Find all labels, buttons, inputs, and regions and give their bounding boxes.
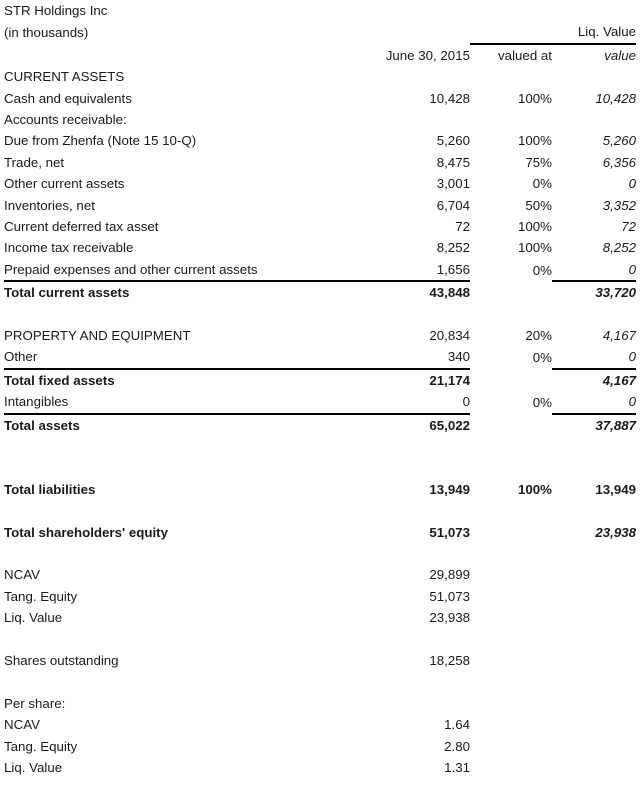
empty-cell [470,736,552,757]
empty-cell [470,543,552,564]
total-row [4,369,636,391]
empty-cell [322,629,470,650]
row-pct: 100% [517,90,552,106]
row-label: Prepaid expenses and other current assets [4,261,258,277]
empty-cell [552,0,636,21]
empty-cell [552,458,636,479]
empty-cell [552,436,636,457]
row-amount: 43,848 [322,281,470,303]
units-label: (in thousands) [4,25,89,41]
row-label: Trade, net [4,154,65,170]
row-pct: 20% [525,328,552,344]
empty-cell [470,629,552,650]
row-value: 10,428 [595,90,636,106]
row-value: 8,252 [602,240,636,256]
row-pct [470,414,552,436]
empty-cell [322,500,470,521]
empty-cell [322,109,470,130]
empty-cell [470,607,552,628]
row-pct [470,281,552,303]
row-amount: 8,252 [436,240,470,256]
empty-cell [470,650,552,671]
row-value: 0 [628,349,636,365]
empty-cell [322,66,470,87]
spacer-row [4,500,636,521]
empty-cell [552,672,636,693]
empty-cell [4,304,322,325]
empty-cell [552,693,636,714]
empty-cell [470,66,552,87]
table-row [4,88,636,109]
table-row [4,586,636,607]
empty-cell [470,436,552,457]
row-amount: 3,001 [436,176,470,192]
empty-cell [552,586,636,607]
empty-cell [470,458,552,479]
liq-value-group-header: Liq. Value [470,21,636,43]
table-row [4,714,636,735]
row-amount: 72 [455,219,470,235]
row-amount: 5,260 [436,133,470,149]
total-row [4,522,636,543]
row-pct: 100% [517,133,552,149]
table-row [4,564,636,585]
row-amount: 51,073 [429,524,470,540]
row-value: 72 [621,219,636,235]
empty-cell [322,458,470,479]
table-row [4,259,636,281]
row-label: Other [4,349,38,365]
row-label: Liq. Value [4,610,63,626]
value-header: value [604,47,636,63]
row-value: 33,720 [552,281,636,303]
empty-cell [322,21,470,43]
row-value: 4,167 [602,328,636,344]
row-label: Due from Zhenfa (Note 15 10-Q) [4,133,197,149]
row-amount: 0 [462,394,470,410]
row-amount: 340 [447,349,470,365]
row-label: Tang. Equity [4,588,78,604]
empty-cell [322,543,470,564]
valued-at-header: valued at [498,47,552,63]
empty-cell [470,304,552,325]
row-amount: 13,949 [429,481,470,497]
row-value: 4,167 [552,369,636,391]
empty-cell [322,304,470,325]
empty-cell [322,693,470,714]
empty-cell [322,0,470,21]
row-pct: 100% [517,240,552,256]
total-row [4,281,636,303]
row-label: Inventories, net [4,197,95,213]
row-amount: 21,174 [322,369,470,391]
row-label: PROPERTY AND EQUIPMENT [4,328,191,344]
row-value: 0 [628,176,636,192]
row-label: Total liabilities [4,481,96,497]
row-amount: 1.31 [444,760,470,776]
row-amount: 65,022 [322,414,470,436]
empty-cell [552,607,636,628]
row-amount: 6,704 [436,197,470,213]
row-amount: 23,938 [429,610,470,626]
accounts-receivable-subheader-row [4,109,636,130]
empty-cell [4,629,322,650]
column-header-row [4,44,636,66]
empty-cell [4,500,322,521]
table-row [4,237,636,258]
table-row [4,325,636,346]
empty-cell [552,629,636,650]
row-label: Other current assets [4,176,125,192]
row-pct: 0% [532,176,552,192]
table-row [4,650,636,671]
row-label: NCAV [4,717,40,733]
current-assets-section-title-row [4,66,636,87]
row-label: NCAV [4,567,40,583]
spacer-row [4,304,636,325]
row-value: 0 [628,261,636,277]
row-pct: 75% [525,154,552,170]
row-pct: 0% [532,395,552,411]
table-row [4,152,636,173]
row-amount: 29,899 [429,567,470,583]
spacer-row [4,629,636,650]
company-name: STR Holdings Inc [4,3,108,18]
row-label: Income tax receivable [4,240,134,256]
row-label: Total assets [4,414,322,436]
accounts-receivable-title: Accounts receivable: [4,112,127,128]
row-amount: 10,428 [429,90,470,106]
empty-cell [470,714,552,735]
empty-cell [470,564,552,585]
empty-cell [552,543,636,564]
empty-cell [470,757,552,778]
per-share-title: Per share: [4,695,66,711]
total-row [4,479,636,500]
table-row [4,173,636,194]
table-row [4,607,636,628]
empty-cell [4,672,322,693]
empty-cell [470,500,552,521]
row-label: Tang. Equity [4,738,78,754]
period-header: June 30, 2015 [385,47,470,63]
empty-cell [552,757,636,778]
table-row [4,346,636,368]
financial-table [4,0,636,779]
empty-cell [470,672,552,693]
empty-cell [552,304,636,325]
row-amount: 51,073 [429,588,470,604]
row-label: Current deferred tax asset [4,219,159,235]
row-pct: 0% [532,262,552,278]
row-amount: 1,656 [436,261,470,277]
empty-cell [4,458,322,479]
row-label: Total shareholders' equity [4,524,168,540]
row-value: 13,949 [595,481,636,497]
empty-cell [552,736,636,757]
table-row [4,195,636,216]
row-value: 0 [628,394,636,410]
empty-cell [4,543,322,564]
per-share-section-title-row [4,693,636,714]
row-pct [470,369,552,391]
spacer-row [4,543,636,564]
spacer-row [4,672,636,693]
row-amount: 20,834 [429,328,470,344]
table-row [4,757,636,778]
empty-cell [552,500,636,521]
table-row [4,216,636,237]
table-row [4,391,636,413]
empty-cell [470,586,552,607]
row-pct [470,522,552,543]
company-name-row [4,0,636,21]
row-amount: 18,258 [429,653,470,669]
row-amount: 8,475 [436,154,470,170]
empty-cell [552,66,636,87]
spacer-row [4,436,636,457]
total-row [4,414,636,436]
row-label: Shares outstanding [4,653,119,669]
empty-cell [552,109,636,130]
row-label: Total current assets [4,281,322,303]
empty-cell [470,109,552,130]
empty-cell [322,672,470,693]
row-value: 5,260 [602,133,636,149]
row-amount: 1.64 [444,717,470,733]
row-label: Liq. Value [4,760,63,776]
empty-cell [470,0,552,21]
row-pct: 100% [517,219,552,235]
empty-cell [552,714,636,735]
table-row [4,736,636,757]
table-row [4,130,636,151]
row-label: Cash and equivalents [4,90,132,106]
row-value: 23,938 [595,524,636,540]
empty-cell [4,44,322,66]
row-value: 3,352 [602,197,636,213]
row-pct: 0% [532,350,552,366]
empty-cell [552,650,636,671]
units-and-group-header-row [4,21,636,43]
row-label: Intangibles [4,394,69,410]
empty-cell [552,564,636,585]
row-value: 37,887 [552,414,636,436]
row-pct: 50% [525,197,552,213]
row-value: 6,356 [602,154,636,170]
empty-cell [322,436,470,457]
row-pct: 100% [517,481,552,497]
row-label: Total fixed assets [4,369,322,391]
spacer-row [4,458,636,479]
empty-cell [4,436,322,457]
row-amount: 2.80 [444,738,470,754]
empty-cell [470,693,552,714]
current-assets-title: CURRENT ASSETS [4,69,125,85]
